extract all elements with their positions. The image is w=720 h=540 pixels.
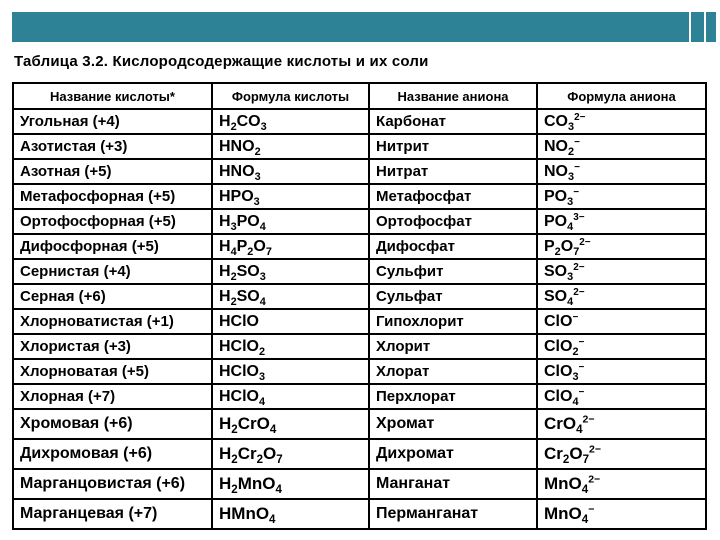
acid-name-cell: Дифосфорная (+5) xyxy=(13,234,212,259)
header-acid-name: Название кислоты* xyxy=(13,83,212,109)
table-row xyxy=(13,184,706,209)
table-row xyxy=(13,159,706,184)
table-row xyxy=(13,234,706,259)
anion-formula-cell: $NO_3^-$ xyxy=(537,159,706,184)
acid-formula-cell: $H_2CO_3$ xyxy=(212,109,369,134)
acid-name-cell: Азотная (+5) xyxy=(13,159,212,184)
table-row xyxy=(13,499,706,529)
anion-name-cell: Хлорат xyxy=(369,359,537,384)
anion-name-cell: Нитрит xyxy=(369,134,537,159)
acid-formula-cell: HClO$_4$ xyxy=(212,384,369,409)
header-anion-formula: Формула аниона xyxy=(537,83,706,109)
anion-name-cell: Дифосфат xyxy=(369,234,537,259)
acid-name-cell: Марганцевая (+7) xyxy=(13,499,212,529)
acids-table xyxy=(12,82,707,530)
table-row xyxy=(13,284,706,309)
table-header-row xyxy=(13,83,706,109)
anion-formula-cell: $P_2O_7^{2-}$ xyxy=(537,234,706,259)
acid-name-cell: Азотистая (+3) xyxy=(13,134,212,159)
anion-formula-cell: ClO$_4$− xyxy=(537,384,706,409)
table-row xyxy=(13,334,706,359)
table-row xyxy=(13,359,706,384)
table-row xyxy=(13,439,706,469)
acid-formula-cell: $HNO_3$ xyxy=(212,159,369,184)
acid-formula-cell: $H_3PO_4$ xyxy=(212,209,369,234)
table-row xyxy=(13,134,706,159)
acid-formula-cell: $HNO_2$ xyxy=(212,134,369,159)
anion-name-cell: Нитрат xyxy=(369,159,537,184)
table-row xyxy=(13,469,706,499)
acid-name-cell: Дихромовая (+6) xyxy=(13,439,212,469)
acid-name-cell: Хлористая (+3) xyxy=(13,334,212,359)
acid-formula-cell: $HPO_3$ xyxy=(212,184,369,209)
table-row xyxy=(13,109,706,134)
table-row xyxy=(13,309,706,334)
anion-name-cell: Манганат xyxy=(369,469,537,499)
acid-formula-cell: $H_4P_2O_7$ xyxy=(212,234,369,259)
acid-formula-cell: $H_2MnO_4$ xyxy=(212,469,369,499)
anion-formula-cell: ClO− xyxy=(537,309,706,334)
anion-formula-cell: $NO_2^-$ xyxy=(537,134,706,159)
anion-formula-cell: $CO_3^{2-}$ xyxy=(537,109,706,134)
anion-formula-cell: $PO_3^-$ xyxy=(537,184,706,209)
anion-name-cell: Сульфат xyxy=(369,284,537,309)
anion-formula-cell: $PO_4^{3-}$ xyxy=(537,209,706,234)
acid-name-cell: Хлорноватая (+5) xyxy=(13,359,212,384)
acid-formula-cell: HClO$_2$ xyxy=(212,334,369,359)
anion-formula-cell: ClO$_3$− xyxy=(537,359,706,384)
anion-name-cell: Хлорит xyxy=(369,334,537,359)
anion-formula-cell: ClO$_2$− xyxy=(537,334,706,359)
table-row xyxy=(13,209,706,234)
anion-name-cell: Хромат xyxy=(369,409,537,439)
anion-name-cell: Дихромат xyxy=(369,439,537,469)
acid-formula-cell: HMnO$_4$ xyxy=(212,499,369,529)
anion-name-cell: Сульфит xyxy=(369,259,537,284)
anion-name-cell: Перхлорат xyxy=(369,384,537,409)
acid-name-cell: Угольная (+4) xyxy=(13,109,212,134)
anion-name-cell: Гипохлорит xyxy=(369,309,537,334)
table-row xyxy=(13,409,706,439)
anion-name-cell: Карбонат xyxy=(369,109,537,134)
anion-formula-cell: $Cr_2O_7^{2-}$ xyxy=(537,439,706,469)
anion-formula-cell: CrO$_4^{2-}$ xyxy=(537,409,706,439)
table-row xyxy=(13,384,706,409)
anion-name-cell: Перманганат xyxy=(369,499,537,529)
table-row xyxy=(13,259,706,284)
acid-name-cell: Хромовая (+6) xyxy=(13,409,212,439)
anion-formula-cell: $SO_4^{2-}$ xyxy=(537,284,706,309)
acid-formula-cell: HClO xyxy=(212,309,369,334)
acid-formula-cell: HClO$_3$ xyxy=(212,359,369,384)
title-bar xyxy=(12,12,716,42)
acid-name-cell: Хлорная (+7) xyxy=(13,384,212,409)
anion-formula-cell: MnO$_4$− xyxy=(537,499,706,529)
acid-name-cell: Хлорноватистая (+1) xyxy=(13,309,212,334)
anion-name-cell: Метафосфат xyxy=(369,184,537,209)
acid-name-cell: Сернистая (+4) xyxy=(13,259,212,284)
title-bar-decoration xyxy=(689,12,706,42)
table-caption: Таблица 3.2. Кислородсодержащие кислоты и их соли xyxy=(14,53,429,70)
acid-name-cell: Марганцовистая (+6) xyxy=(13,469,212,499)
acid-name-cell: Серная (+6) xyxy=(13,284,212,309)
header-anion-name: Название аниона xyxy=(369,83,537,109)
acid-formula-cell: $H_2Cr_2O_7$ xyxy=(212,439,369,469)
acid-formula-cell: $H_2CrO_4$ xyxy=(212,409,369,439)
anion-formula-cell: MnO$_4^{2-}$ xyxy=(537,469,706,499)
acid-formula-cell: $H_2SO_4$ xyxy=(212,284,369,309)
acid-name-cell: Ортофосфорная (+5) xyxy=(13,209,212,234)
anion-formula-cell: $SO_3^{2-}$ xyxy=(537,259,706,284)
acid-name-cell: Метафосфорная (+5) xyxy=(13,184,212,209)
acid-formula-cell: $H_2SO_3$ xyxy=(212,259,369,284)
anion-name-cell: Ортофосфат xyxy=(369,209,537,234)
header-acid-formula: Формула кислоты xyxy=(212,83,369,109)
